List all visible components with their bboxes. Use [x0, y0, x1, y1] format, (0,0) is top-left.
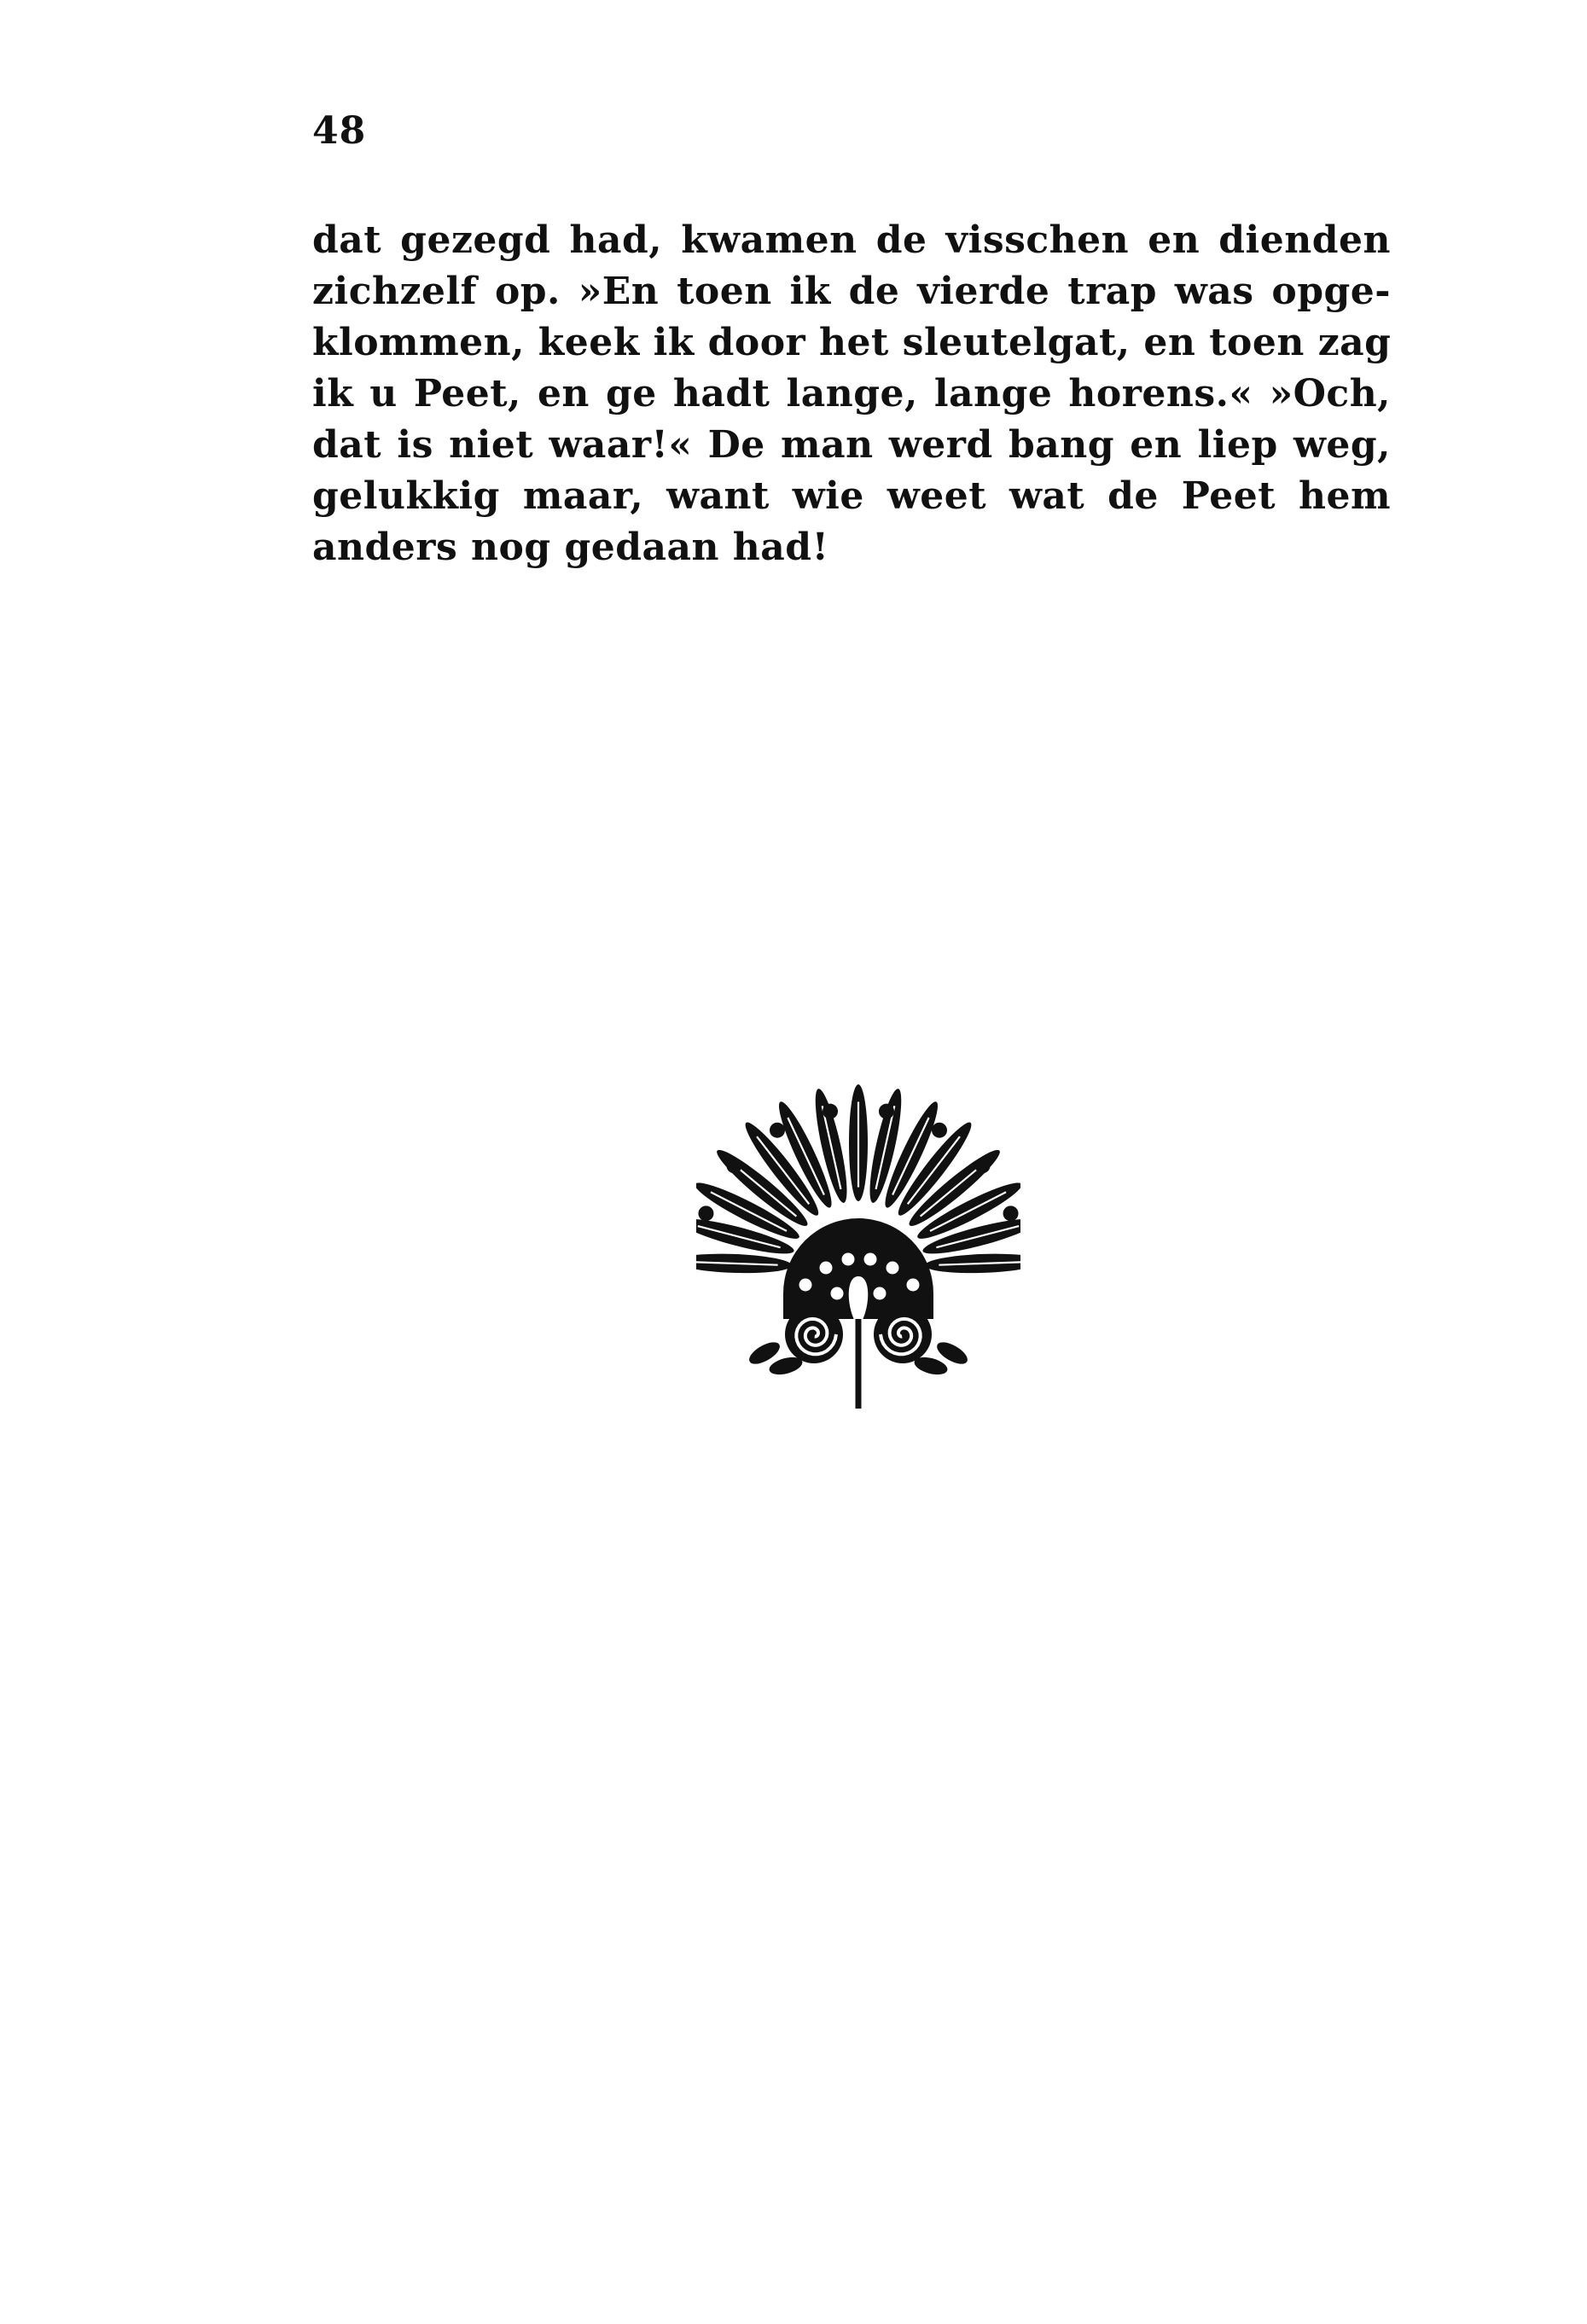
ornament-dot [823, 1104, 838, 1119]
text-line: dat is niet waar!« De man werd bang en liep weg, [312, 423, 1391, 467]
ornament-dot [932, 1123, 947, 1138]
text-line: zichzelf op. »En toen ik de vierde trap was opge- [312, 270, 1391, 313]
white-dot [874, 1287, 887, 1300]
ornament-dot [1003, 1206, 1019, 1221]
white-dot [864, 1253, 877, 1266]
white-dot [907, 1279, 920, 1292]
white-dot [887, 1262, 899, 1275]
text-line: anders nog gedaan had! [312, 526, 829, 569]
white-dot [842, 1253, 855, 1266]
text-line: klommen, keek ik door het sleutelgat, en toen zag [312, 321, 1392, 364]
ornament-dot [879, 1104, 894, 1119]
palmette-fan-ornament-icon [696, 1055, 1020, 1413]
text-line: dat gezegd had, kwamen de visschen en dienden [312, 218, 1391, 262]
white-dot [831, 1287, 844, 1300]
ornament-dot [698, 1206, 713, 1221]
page-number: 48 [312, 109, 367, 153]
text-line: gelukkig maar, want wie weet wat de Peet hem [312, 474, 1391, 518]
ornament-stem [856, 1319, 862, 1409]
ornament-dot [770, 1123, 785, 1138]
ornament-dot [726, 1158, 741, 1173]
white-dot [820, 1262, 833, 1275]
text-line: ik u Peet, en ge hadt lange, lange horens.« »Och, [312, 372, 1391, 415]
body-text [312, 215, 1391, 573]
white-dot [799, 1279, 812, 1292]
ornament-dot [975, 1158, 991, 1173]
